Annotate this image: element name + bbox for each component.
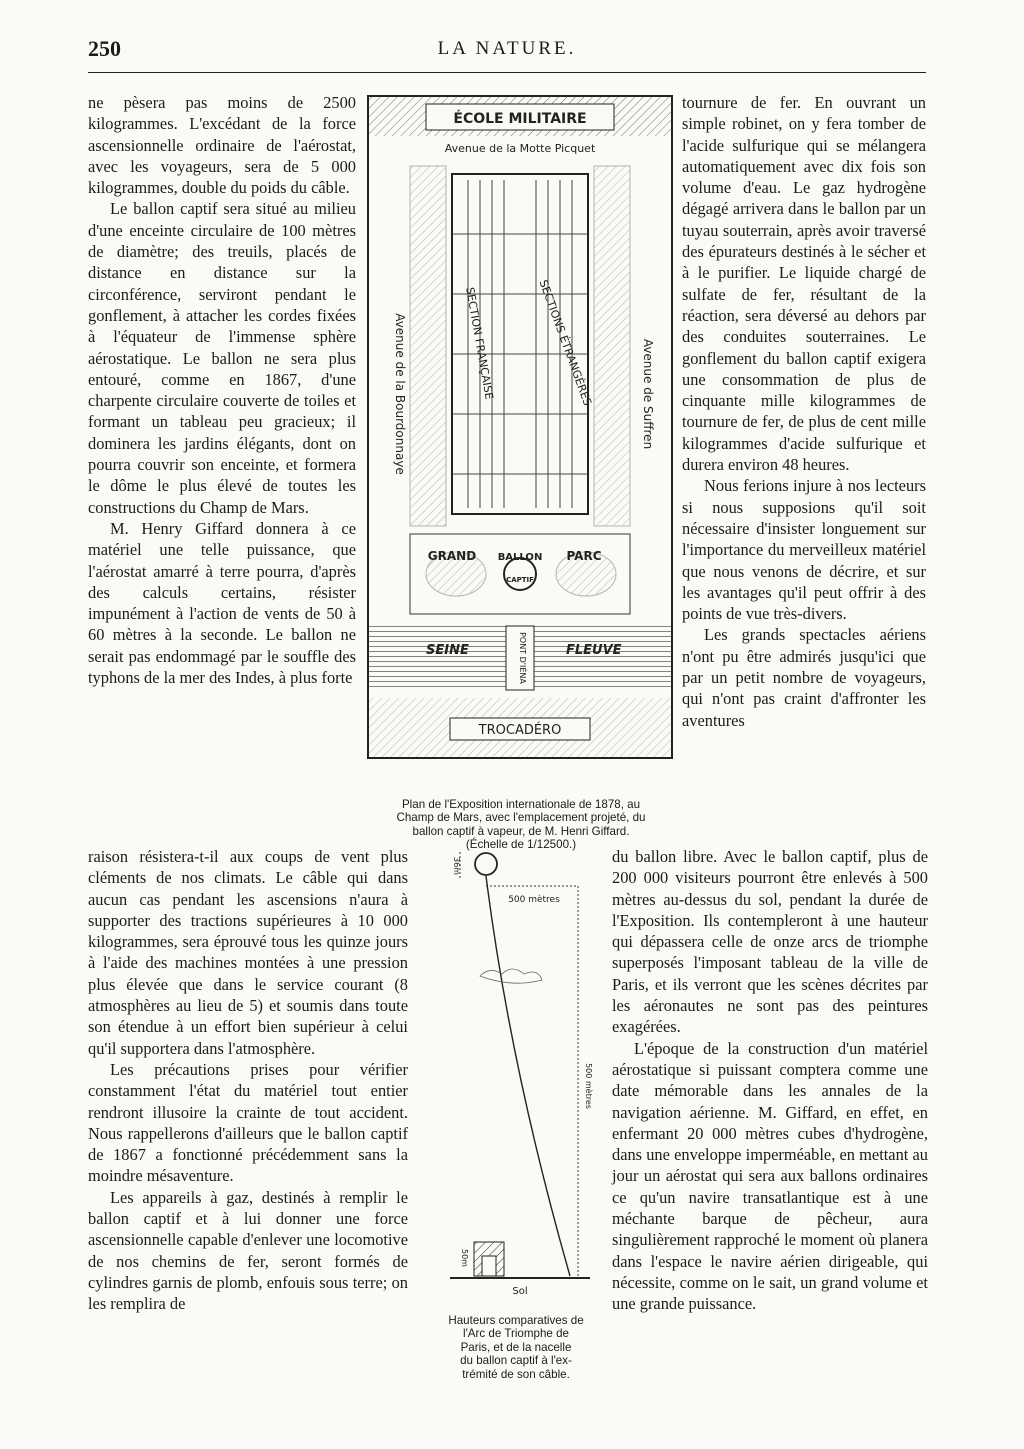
label-seine: SEINE [426,643,469,658]
map-caption [356,798,686,852]
paragraph: tournure de fer. En ouvrant un simple robinet, on y fera tomber de l'acide sulfurique qui se mélangera automatiquement avec dix fois son volume d'eau. Le gaz hydrogène dégagé arrivera dans le ballon par un tuyau souterrain, après avoir traversé des épurateurs destinés à le sécher et à le purifier. Le liquide chargé de sulfate de fer, résultant de la réaction, sera déversé au dehors par des conduites souterraines. Le gonflement du ballon captif exigera une consommation de plus de cinquante mille kilogrammes de tournure de fer, de plus de cent mille kilogrammes d'acide sulfurique et durera environ 48 heures. [682,93,926,475]
caption-line: trémité de son câble. [462,1367,570,1381]
exposition-plan-map [366,94,674,760]
page-number: 250 [88,36,121,61]
paragraph: Les grands spectacles aériens n'ont pu être admirés jusqu'ici que par un petit nombre de voyageurs, qui n'ont pas craint d'affronter les aventures [682,625,926,730]
label-ecole-militaire: ÉCOLE MILITAIRE [453,111,587,127]
paragraph: du ballon libre. Avec le ballon captif, plus de 200 000 visiteurs pourront être enlevés à 500 mètres au-dessus du sol, pendant la durée de l'Exposition. Ils contempleront à une hauteur qui dépassera celle de onze arcs de triomphe superposés l'imposant tableau de la ville de Paris, et ils verront que les scènes décrites par les aéronautes ne sont pas des peintures exagérées. [612,847,928,1037]
caption-line: ballon captif à vapeur, de M. Henri Giffard. [412,824,630,838]
label-500m-side: 500 mètres [584,1063,593,1109]
paragraph: M. Henry Giffard donnera à ce matériel une telle puissance, que l'aérostat amarré à terre pourra, d'après des calculs certains, résister impunément à l'action de vents de 50 à 60 mètres à la seconde. Le ballon ne serait pas endommagé par le souffle des typhons de la mer des Indes, à plus forte [88,518,356,688]
caption-line: Hauteurs comparatives de [448,1314,584,1327]
label-grand: GRAND [427,549,477,563]
label-500m-top: 500 mètres [508,895,560,905]
header-rule [88,72,926,73]
paragraph: Les précautions prises pour vérifier constamment l'état du matériel tout entier rendront illusoire la crainte de tout accident. Nous rappellerons d'ailleurs que le ballon captif de 1867 a fonctionné précédemment sans la moindre mésaventure. [88,1059,408,1186]
label-sections-etrangeres: SECTIONS ÉTRANGÈRES [536,278,595,408]
caption-line: (Échelle de 1/12500.) [465,838,577,852]
label-trocadero: TROCADÉRO [478,723,562,738]
paragraph: Le ballon captif sera situé au milieu d'une enceinte circulaire de 100 mètres de diamètre; des treuils, placés de distance en distance sur la circonférence, serviront pendant le gonflement, à attacher les cordes fixées à l'équateur de l'immense sphère aérostatique. Le ballon ne sera plus entouré, comme en 1867, d'une charpente circulaire couverte de toiles et formant un tableau peu gracieux; il dominera les jardins élégants, dont on pourra couvrir son enceinte, et formera le dôme le plus élevé de toutes les constructions du Champ de Mars. [88,199,356,517]
label-parc: PARC [566,549,602,563]
balloon-icon [475,853,497,875]
paragraph: Nous ferions injure à nos lecteurs si nous supposions qu'il soit nécessaire d'insister longuement sur l'importance du merveilleux matériel que nous venons de décrire, et sur les avantages qu'il peut offrir à des points de vue très-divers. [682,476,926,624]
caption-line: Plan de l'Exposition internationale de 1878, au [401,798,641,811]
comparative-heights-figure [440,846,596,1308]
label-fleuve: FLEUVE [566,643,622,658]
paragraph: L'époque de la construction d'un matériel aérostatique si puissant comptera comme une date mémorable dans les annales de la navigation aérienne. M. Giffard, en effet, en enfermant 20 000 mètres cubes d'hydrogène, dans une enveloppe imperméable, en mettant au jour un aérostat qui sera aux ballons ordinaires ce qu'un navire transatlantique est à une méchante barque de pêcheur, aura singulièrement rapproché le moment où planera dans l'espace le navire aérien dirigeable, qui nécessite, comme on le sait, un grand volume et une grande puissance. [612,1038,928,1314]
label-arch-height: 50m [460,1249,469,1267]
caption-line: Paris, et de la nacelle [460,1340,572,1354]
caption-line: l'Arc de Triomphe de [463,1327,569,1341]
label-ballon: BALLON [497,552,543,563]
label-avenue-motte-picquet: Avenue de la Motte Picquet [444,142,596,155]
running-title: LA NATURE. [437,38,577,59]
left-lower-column [88,846,408,1315]
label-avenue-suffren: Avenue de Suffren [641,338,655,450]
label-sol: Sol [512,1286,528,1297]
label-avenue-bourdonnaye: Avenue de la Bourdonnaye [393,313,407,475]
paragraph: raison résistera-t-il aux coups de vent plus cléments de nos climats. Le câble qui dans aucun cas pendant les ascensions n'aura à supporter des tractions supérieures à 10 000 kilogrammes, sera éprouvé tous les quinze jours à l'aide des machines montées à une pression plus élevée que dans le service courant (8 atmosphères au lieu de 5) et soumis dans toute son étendue à un effort bien supérieur à celui qu'il supportera dans l'atmosphère. [88,847,408,1058]
paragraph: ne pèsera pas moins de 2500 kilogrammes. L'excédant de la force ascensionnelle ordinaire de l'aérostat, avec les voyageurs, sera de 5 000 kilogrammes, double du poids du câble. [88,93,356,198]
balloon-cable [486,876,570,1276]
heights-caption [424,1314,608,1381]
left-column [88,92,356,688]
clouds-decoration [480,969,542,983]
left-garden [410,166,446,526]
right-lower-column [612,846,928,1315]
label-section-francaise: SECTION FRANÇAISE [463,286,496,401]
page-header [88,36,926,72]
caption-line: Champ de Mars, avec l'emplacement projeté, du [396,811,646,825]
right-column [682,92,926,731]
caption-line: du ballon captif à l'ex- [460,1354,572,1368]
arc-opening [482,1256,496,1276]
right-garden [594,166,630,526]
label-balloon-height: 36m [452,857,461,875]
paragraph: Les appareils à gaz, destinés à remplir le ballon captif et à lui donner une force ascensionnelle capable d'enlever une locomotive de nos chemins de fer, seront formés de cylindres garnis de plomb, enfouis sous terre; on les remplira de [88,1187,408,1314]
label-captif: CAPTIF [506,576,534,584]
label-pont-iena: PONT D'IÉNA [518,632,527,684]
